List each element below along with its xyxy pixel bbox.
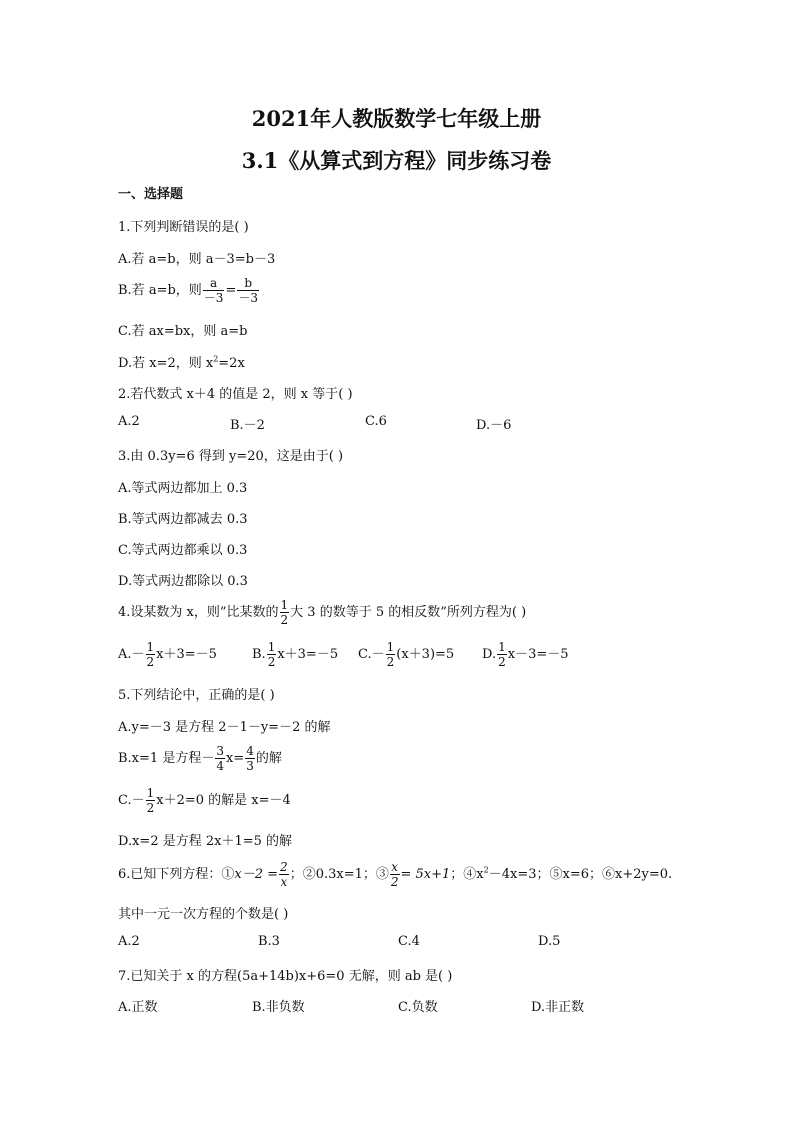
- question-7-option-a: A.正数: [118, 1000, 158, 1015]
- option-suffix: (x＋3)=5: [396, 647, 455, 662]
- fraction: [215, 744, 225, 773]
- fraction: [237, 276, 259, 305]
- option-suffix: x＋3=－5: [156, 647, 217, 662]
- question-6-option-c: C.4: [398, 934, 420, 949]
- denominator: －3: [203, 291, 224, 305]
- question-1-option-b: [118, 276, 260, 305]
- question-4-option-a: [118, 640, 217, 669]
- fraction: [203, 276, 225, 305]
- option-prefix: B.: [252, 647, 266, 662]
- question-5-option-d: D.x=2 是方程 2x＋1=5 的解: [118, 834, 293, 849]
- question-3-option-b: B.等式两边都减去 0.3: [118, 512, 248, 527]
- fraction: [279, 860, 289, 889]
- numerator: b: [237, 276, 259, 291]
- question-3-option-a: A.等式两边都加上 0.3: [118, 481, 248, 496]
- section-heading: 一、选择题: [118, 187, 184, 202]
- question-1-option-d: [118, 352, 245, 371]
- fraction: [497, 640, 507, 669]
- equation-2: ；②0.3x=1；③: [289, 867, 389, 882]
- question-2-option-d: D.－6: [476, 418, 512, 433]
- fraction: [280, 598, 290, 627]
- question-4-option-c: [358, 640, 454, 669]
- question-7-option-c: C.负数: [398, 1000, 438, 1015]
- numerator: 1: [280, 598, 289, 612]
- question-2-option-c: C.6: [365, 414, 387, 429]
- option-prefix: C.－: [118, 793, 145, 808]
- question-5-option-b: [118, 744, 282, 773]
- numerator: 1: [146, 786, 155, 800]
- numerator: 2: [280, 860, 288, 874]
- numerator: 3: [216, 744, 224, 758]
- fraction: [390, 860, 400, 889]
- question-5-stem: 5.下列结论中，正确的是( ): [118, 688, 275, 703]
- exponent: 2: [483, 865, 489, 875]
- option-suffix: x－3=－5: [507, 647, 569, 662]
- question-7-option-d: D.非正数: [531, 1000, 585, 1015]
- stem-text: 6.已知下列方程：①: [118, 867, 235, 882]
- numerator: a: [203, 276, 225, 291]
- denominator: 2: [280, 613, 289, 627]
- option-prefix: C.－: [358, 647, 385, 662]
- stem-text: 4.设某数为 x，则”比某数的: [118, 605, 279, 620]
- fraction: [245, 744, 255, 773]
- fraction: [146, 786, 156, 815]
- question-6-stem: [118, 860, 672, 889]
- question-6-option-d: D.5: [538, 934, 561, 949]
- question-3-option-c: C.等式两边都乘以 0.3: [118, 543, 248, 558]
- denominator: －3: [238, 291, 258, 305]
- denominator: 2: [146, 655, 155, 669]
- question-3-option-d: D.等式两边都除以 0.3: [118, 574, 248, 589]
- question-7-stem: 7.已知关于 x 的方程(5a+14b)x+6=0 无解，则 ab 是( ): [118, 969, 453, 984]
- numerator: 1: [498, 640, 506, 654]
- document-subtitle: 3.1《从算式到方程》同步练习卷: [241, 148, 552, 173]
- question-5-option-a: A.y=－3 是方程 2－1－y=－2 的解: [118, 720, 331, 735]
- option-middle: x=: [225, 751, 245, 766]
- option-d-text: D.若 x=2，则 x: [118, 356, 214, 371]
- option-suffix: x＋2=0 的解是 x=－4: [156, 793, 291, 808]
- question-7-option-b: B.非负数: [252, 1000, 305, 1015]
- option-prefix: B.x=1 是方程－: [118, 751, 215, 766]
- question-5-option-c: [118, 786, 291, 815]
- exponent: 2: [213, 354, 219, 364]
- question-2-stem: 2.若代数式 x＋4 的值是 2，则 x 等于( ): [118, 387, 353, 402]
- denominator: 2: [390, 875, 399, 889]
- question-1-stem: 1.下列判断错误的是( ): [118, 220, 249, 235]
- question-2-option-a: A.2: [118, 414, 140, 429]
- denominator: 2: [146, 801, 155, 815]
- fraction: [267, 640, 277, 669]
- fraction: [146, 640, 156, 669]
- question-6-option-a: A.2: [118, 934, 140, 949]
- question-6-line2: 其中一元一次方程的个数是( ): [118, 907, 289, 922]
- denominator: 2: [386, 655, 395, 669]
- numerator: 1: [386, 640, 395, 654]
- fraction: [386, 640, 396, 669]
- option-b-text: B.若 a=b，则: [118, 283, 202, 298]
- numerator: 4: [246, 744, 254, 758]
- equals-sign: =: [225, 283, 237, 298]
- option-prefix: D.: [482, 647, 497, 662]
- question-1-option-c: C.若 ax=bx，则 a=b: [118, 324, 248, 339]
- question-3-stem: 3.由 0.3y=6 得到 y=20，这是由于( ): [118, 449, 344, 464]
- equation-3: = 5x+1: [400, 867, 451, 882]
- denominator: 2: [267, 655, 276, 669]
- option-d-text-end: =2x: [218, 356, 245, 371]
- stem-text-end: 大 3 的数等于 5 的相反数”所列方程为( ): [290, 605, 527, 620]
- question-4-option-d: [482, 640, 569, 669]
- question-4-stem: [118, 598, 526, 627]
- option-suffix: 的解: [255, 751, 282, 766]
- question-1-option-a: A.若 a=b，则 a－3=b－3: [118, 252, 276, 267]
- equation-1: x－2 =: [234, 867, 279, 882]
- equation-4: ；④x: [450, 867, 484, 882]
- denominator: 4: [216, 759, 224, 773]
- denominator: 3: [246, 759, 254, 773]
- question-4-option-b: [252, 640, 338, 669]
- option-suffix: x＋3=－5: [277, 647, 339, 662]
- numerator: 1: [267, 640, 276, 654]
- question-6-option-b: B.3: [258, 934, 280, 949]
- document-title: 2021年人教版数学七年级上册: [251, 106, 542, 131]
- option-prefix: A.－: [118, 647, 145, 662]
- question-2-option-b: B.－2: [230, 418, 265, 433]
- denominator: 2: [498, 655, 506, 669]
- numerator: 1: [146, 640, 155, 654]
- equation-rest: －4x=3；⑤x=6；⑥x+2y=0.: [488, 867, 673, 882]
- denominator: x: [280, 875, 288, 889]
- numerator: x: [391, 860, 399, 874]
